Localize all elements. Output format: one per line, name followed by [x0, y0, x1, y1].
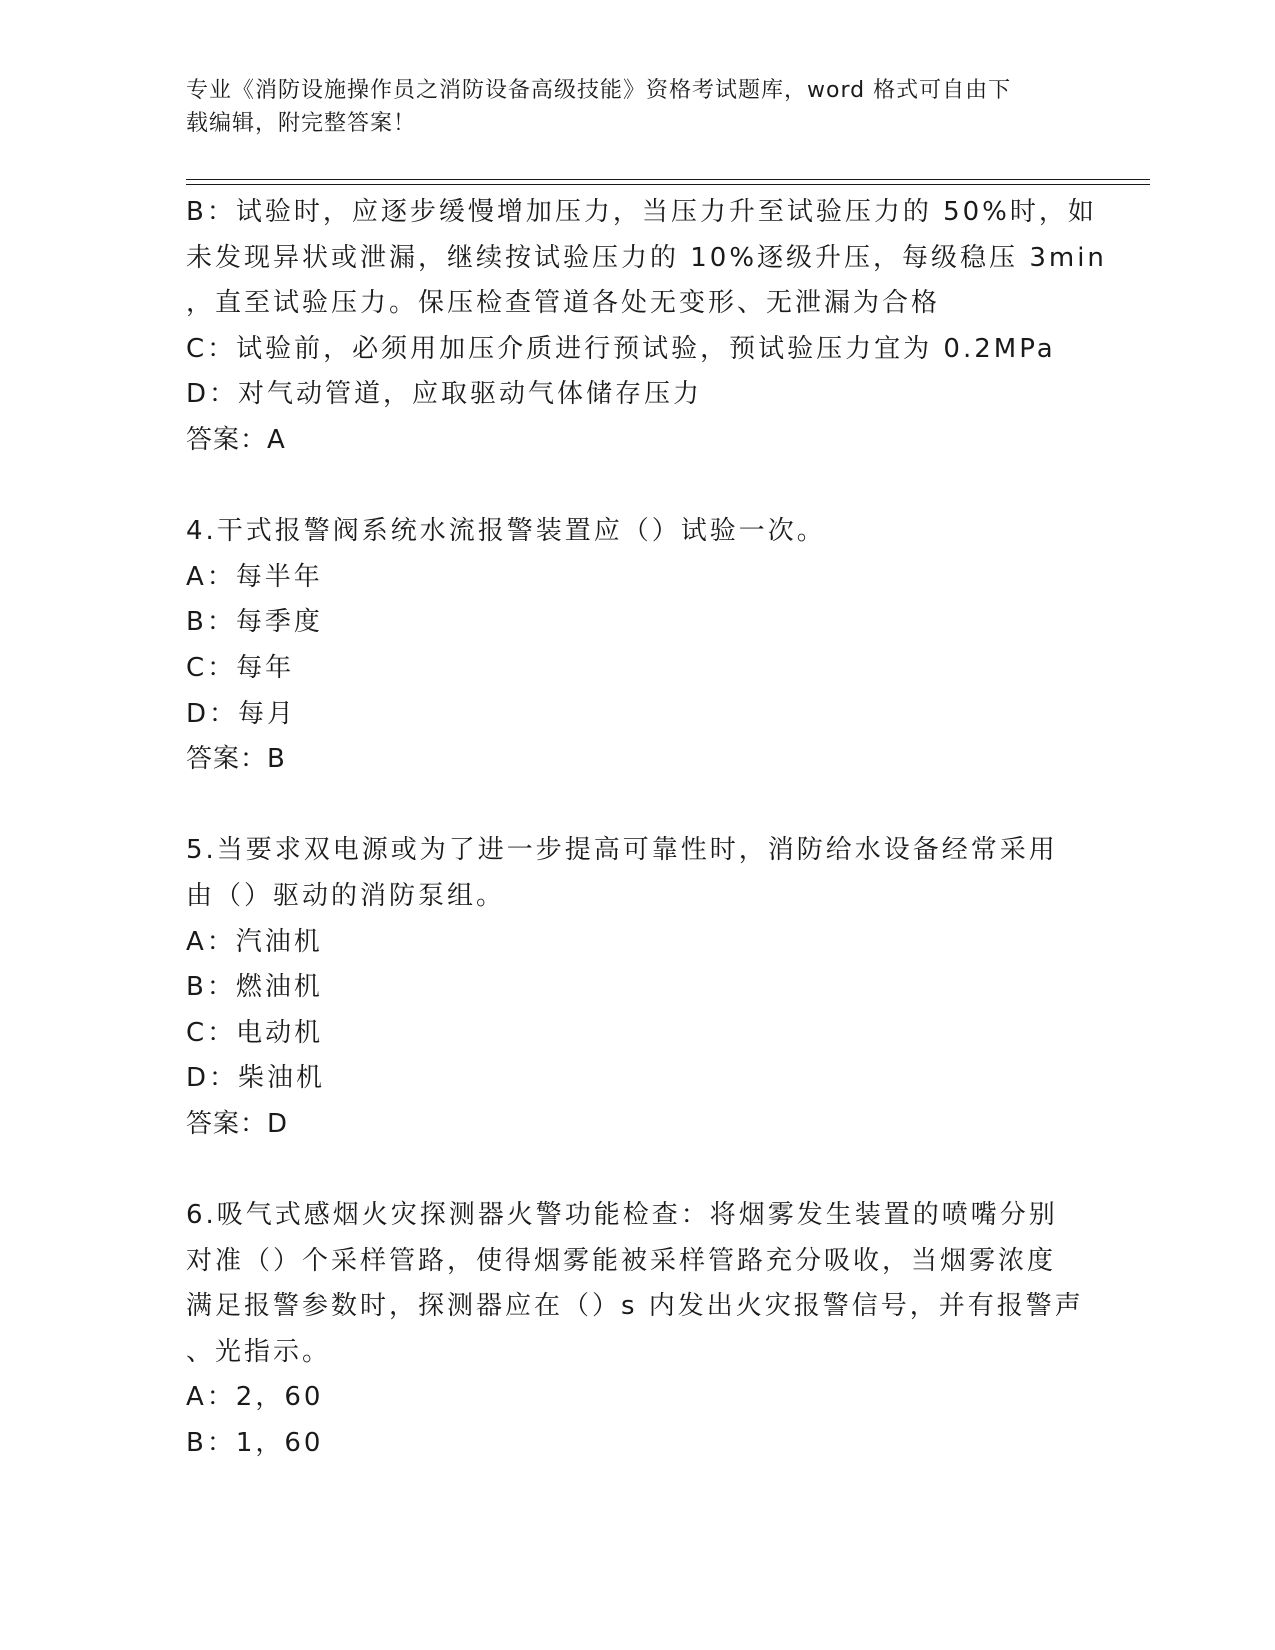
- option-c: C：试验前，必须用加压介质进行预试验，预试验压力宜为 0.2MPa: [186, 333, 1056, 364]
- option-b: B：每季度: [186, 607, 323, 638]
- question-4: [186, 509, 1086, 783]
- option-d: D：柴油机: [186, 1063, 326, 1094]
- header-line-1: 专业《消防设施操作员之消防设备高级技能》资格考试题库，word 格式可自由下: [186, 78, 1012, 103]
- page-header: [186, 74, 1066, 140]
- option-c: C：每年: [186, 652, 295, 683]
- question-3-continued: [186, 190, 1107, 464]
- spacer: [186, 783, 1086, 829]
- question-text-line-4: 、光指示。: [186, 1336, 332, 1367]
- question-6: [186, 1193, 1086, 1467]
- option-b: B：1，60: [186, 1428, 324, 1459]
- answer: 答案：A: [186, 424, 286, 455]
- option-a: A：汽油机: [186, 926, 323, 957]
- option-b-line-1: B：试验时，应逐步缓慢增加压力，当压力升至试验压力的 50%时，如: [186, 197, 1097, 227]
- question-text-line-2: 对准（）个采样管路，使得烟雾能被采样管路充分吸收，当烟雾浓度: [186, 1245, 1057, 1276]
- option-d: D：每月: [186, 698, 297, 729]
- question-text-line-1: 6.吸气式感烟火灾探测器火警功能检查：将烟雾发生装置的喷嘴分别: [186, 1200, 1058, 1231]
- header-divider-top: [186, 179, 1150, 180]
- question-list: [186, 190, 1107, 1467]
- answer: 答案：D: [186, 1108, 289, 1139]
- header-line-2: 载编辑，附完整答案！: [186, 111, 417, 136]
- option-c: C：电动机: [186, 1017, 324, 1048]
- header-divider-bottom: [186, 184, 1150, 185]
- answer: 答案：B: [186, 744, 286, 775]
- option-b-line-2: 未发现异状或泄漏，继续按试验压力的 10%逐级升压，每级稳压 3min: [186, 242, 1107, 273]
- question-text-line-3: 满足报警参数时，探测器应在（）s 内发出火灾报警信号，并有报警声: [186, 1291, 1084, 1322]
- option-a: A：2，60: [186, 1382, 324, 1413]
- question-text: 4.干式报警阀系统水流报警装置应（）试验一次。: [186, 516, 826, 547]
- question-5: [186, 828, 1086, 1147]
- option-b: B：燃油机: [186, 972, 323, 1003]
- spacer: [186, 1147, 1086, 1193]
- question-text-line-1: 5.当要求双电源或为了进一步提高可靠性时，消防给水设备经常采用: [186, 835, 1058, 866]
- option-d: D：对气动管道，应取驱动气体储存压力: [186, 379, 703, 410]
- question-text-line-2: 由（）驱动的消防泵组。: [186, 880, 506, 911]
- spacer: [186, 464, 1086, 510]
- option-b-line-3: ，直至试验压力。保压检查管道各处无变形、无泄漏为合格: [186, 288, 941, 319]
- option-a: A：每半年: [186, 561, 323, 592]
